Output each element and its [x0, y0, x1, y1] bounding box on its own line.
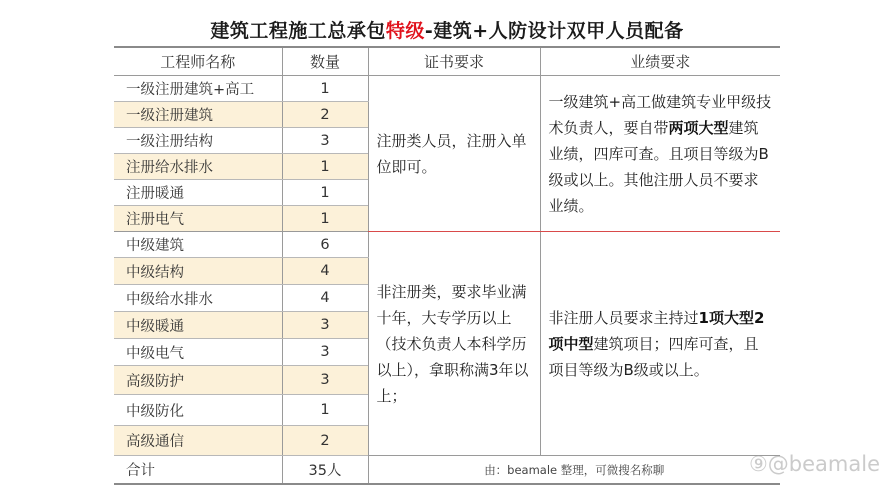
header-quantity: 数量 — [282, 47, 368, 76]
engineer-name: 中级结构 — [114, 258, 282, 285]
engineer-count: 6 — [282, 232, 368, 258]
title-highlight: 特级 — [385, 20, 425, 42]
engineer-name: 一级注册建筑+高工 — [114, 76, 282, 102]
engineer-name: 中级电气 — [114, 339, 282, 366]
engineer-count: 1 — [282, 180, 368, 206]
page-title — [0, 16, 894, 43]
header-performance: 业绩要求 — [540, 47, 780, 76]
engineer-count: 3 — [282, 366, 368, 395]
total-count: 35人 — [282, 456, 368, 485]
engineer-count: 4 — [282, 285, 368, 312]
engineer-name: 中级建筑 — [114, 232, 282, 258]
table-row — [114, 76, 780, 102]
perf-requirement-registered: 一级建筑+高工做建筑专业甲级技术负责人，要自带两项大型建筑业绩，四库可查。且项目等级为B级或以上。其他注册人员不要求业绩。 — [540, 76, 780, 232]
total-row — [114, 456, 780, 485]
engineer-name: 高级防护 — [114, 366, 282, 395]
engineer-count: 3 — [282, 312, 368, 339]
engineer-name: 一级注册结构 — [114, 128, 282, 154]
total-label: 合计 — [114, 456, 282, 485]
perf-requirement-unregistered: 非注册人员要求主持过1项大型2项中型建筑项目；四库可查，且项目等级为B级或以上。 — [540, 232, 780, 456]
engineer-count: 1 — [282, 154, 368, 180]
cert-requirement-unregistered: 非注册类，要求毕业满十年，大专学历以上（技术负责人本科学历以上），拿职称满3年以上； — [368, 232, 540, 456]
engineer-name: 中级暖通 — [114, 312, 282, 339]
engineer-name: 高级通信 — [114, 426, 282, 456]
engineer-count: 2 — [282, 426, 368, 456]
engineer-count: 1 — [282, 395, 368, 426]
engineer-name: 注册给水排水 — [114, 154, 282, 180]
engineer-name: 注册暖通 — [114, 180, 282, 206]
engineer-count: 1 — [282, 206, 368, 232]
engineer-name: 中级给水排水 — [114, 285, 282, 312]
engineer-name: 注册电气 — [114, 206, 282, 232]
title-suffix: -建筑+人防设计双甲人员配备 — [424, 20, 684, 42]
engineer-name: 一级注册建筑 — [114, 102, 282, 128]
engineer-count: 4 — [282, 258, 368, 285]
table-row — [114, 232, 780, 258]
engineer-count: 3 — [282, 128, 368, 154]
watermark: ⑨@beamale — [748, 452, 880, 476]
engineer-count: 1 — [282, 76, 368, 102]
engineer-count: 3 — [282, 339, 368, 366]
engineer-count: 2 — [282, 102, 368, 128]
header-certificate: 证书要求 — [368, 47, 540, 76]
engineer-name: 中级防化 — [114, 395, 282, 426]
title-prefix: 建筑工程施工总承包 — [210, 20, 386, 42]
source-note: 由：beamale 整理，可微搜名称聊 — [368, 456, 780, 485]
table-header-row — [114, 47, 780, 76]
cert-requirement-registered: 注册类人员，注册入单位即可。 — [368, 76, 540, 232]
staffing-table — [114, 46, 780, 485]
header-engineer-name: 工程师名称 — [114, 47, 282, 76]
